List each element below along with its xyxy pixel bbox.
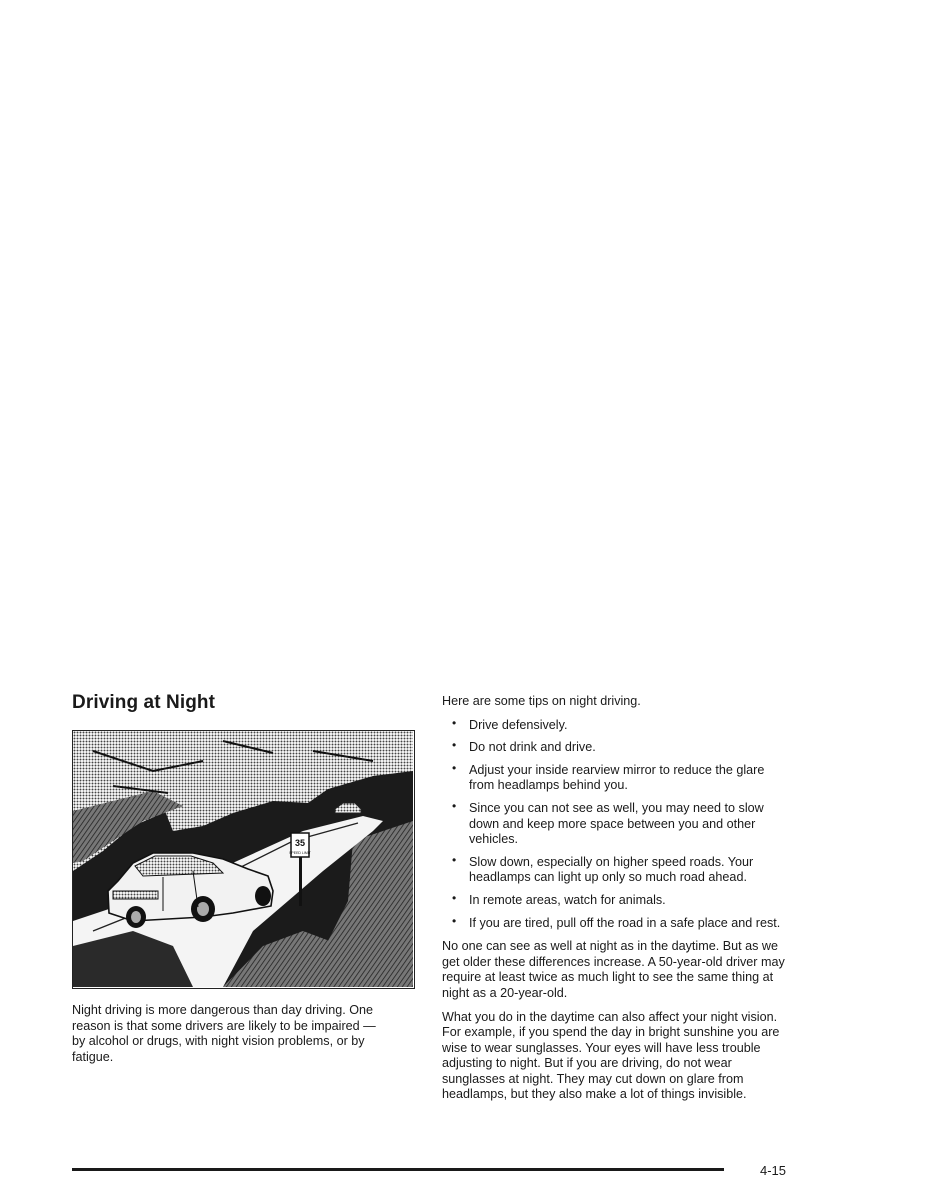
right-column (442, 694, 792, 1111)
footer-rule (72, 1168, 724, 1171)
night-driving-danger-paragraph: Night driving is more dangerous than day driving. One reason is that some drivers are likely to be impaired — by alcohol or drugs, with night vision problems, or by fatigue. (72, 1003, 376, 1064)
list-item: • In remote areas, watch for animals. (442, 893, 792, 909)
list-item: • If you are tired, pull off the road in a safe place and rest. (442, 916, 792, 932)
tips-list (442, 718, 792, 932)
list-item: • Since you can not see as well, you may need to slow down and keep more space between you and other vehicles. (442, 801, 792, 848)
speed-sign-number: 35 (294, 838, 306, 848)
speed-sign-text: SPEED LIMIT (289, 851, 311, 855)
list-item: • Adjust your inside rearview mirror to reduce the glare from headlamps behind you. (442, 763, 792, 794)
list-item: • Slow down, especially on higher speed roads. Your headlamps can light up only so much road ahead. (442, 855, 792, 886)
list-item: • Drive defensively. (442, 718, 792, 734)
page-number: 4-15 (760, 1163, 787, 1178)
night-vision-paragraph: No one can see as well at night as in the daytime. But as we get older these differences increase. A 50-year-old driver may require at least twice as much light to see the same thing at night as a 20-year-old. (442, 939, 785, 1000)
list-item: • Do not drink and drive. (442, 740, 792, 756)
page-title: Driving at Night (72, 692, 216, 713)
night-driving-illustration (72, 730, 415, 989)
daytime-effects-paragraph: What you do in the daytime can also affect your night vision. For example, if you spend the day in bright sunshine you are wise to wear sunglasses. Your eyes will have less trouble adjusting to night. But if you are driving, do not wear sunglasses at night. They may cut down on glare from headlamps, but they also make a lot of things invisible. (442, 1009, 780, 1102)
tips-intro: Here are some tips on night driving. (442, 694, 641, 708)
